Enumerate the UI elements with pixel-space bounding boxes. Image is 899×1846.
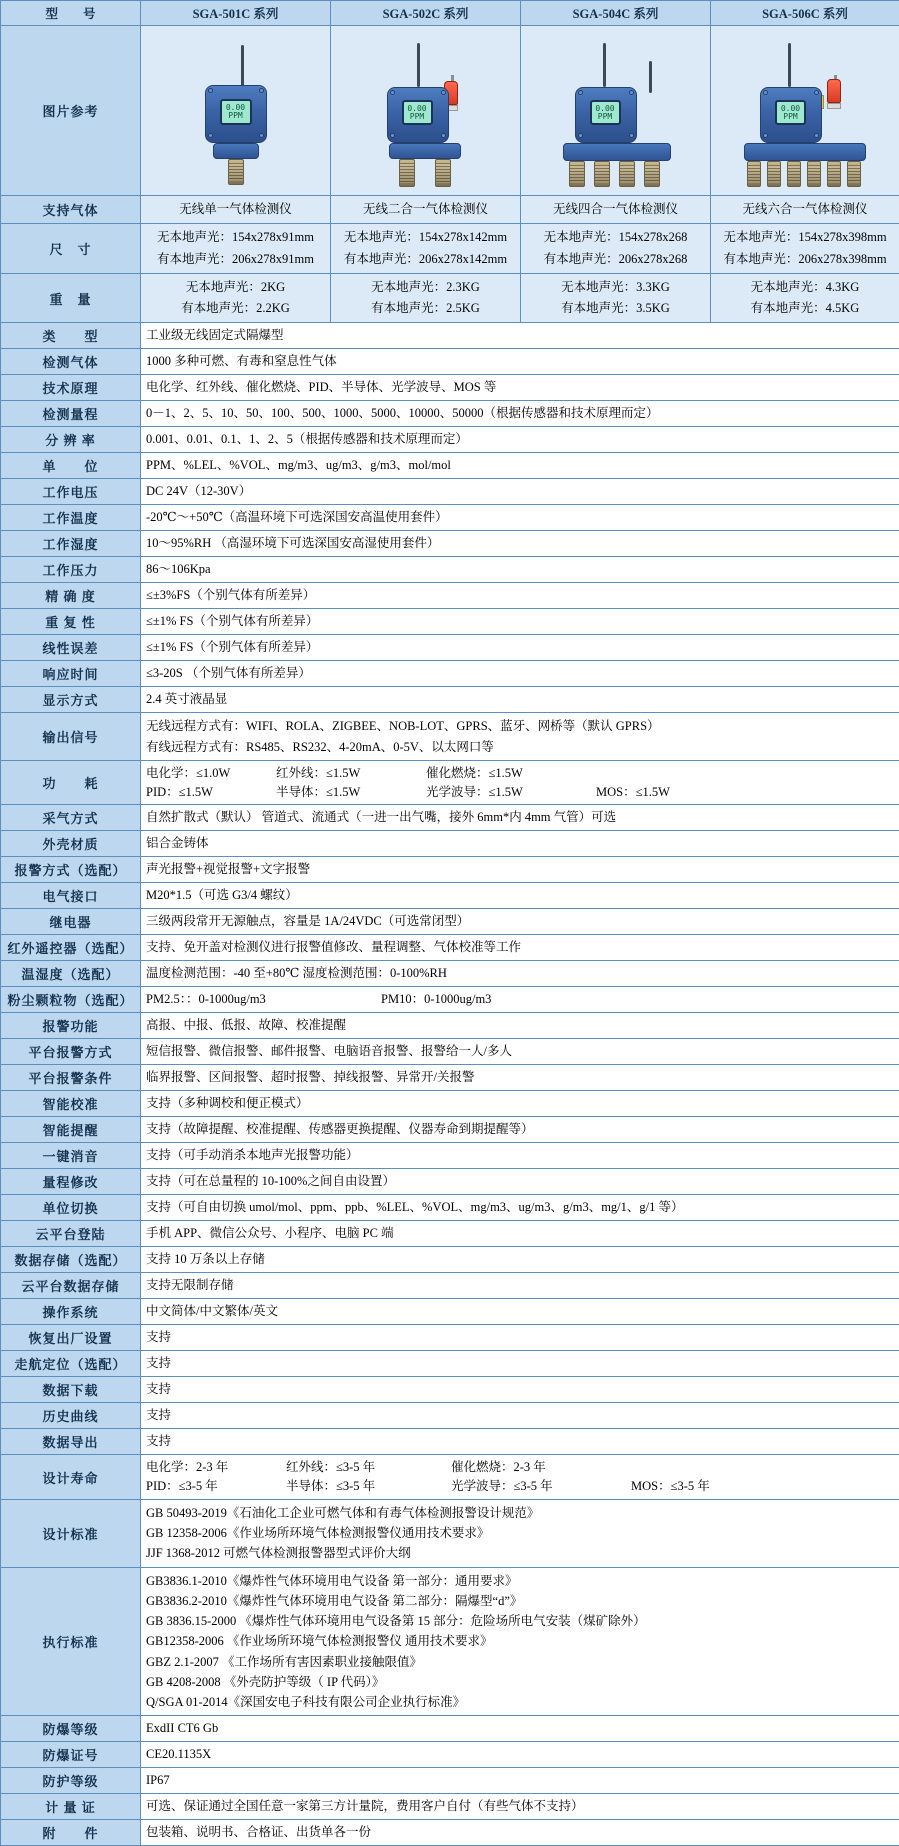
row-value-dust [141,987,899,1013]
row-label-gas-support: 支持气体 [1,196,141,224]
row-value-response-time: ≤3-20S （个别气体有所差异） [141,661,899,687]
row-label-history-curve: 历史曲线 [1,1403,141,1429]
table-row-type [1,323,899,349]
output-signal-wireless: 无线远程方式有：WIFI、ROLA、ZIGBEE、NOB-LOT、GPRS、蓝牙、网桥等（默认 GPRS） [146,716,894,736]
row-label-housing: 外壳材质 [1,831,141,857]
gas-detector-single-icon [161,31,311,191]
table-row-mute [1,1143,899,1169]
row-value-electrical-interface: M20*1.5（可选 G3/4 螺纹） [141,883,899,909]
row-value-humidity: 10～95%RH （高湿环境下可选深国安高湿使用套件） [141,531,899,557]
table-row-humidity [1,531,899,557]
row-label-dust: 粉尘颗粒物（选配） [1,987,141,1013]
power-line-1 [146,764,894,783]
row-label-metrology-cert: 计 量 证 [1,1794,141,1820]
row-value-detect-gas: 1000 多种可燃、有毒和窒息性气体 [141,349,899,375]
weight-504c [521,273,711,323]
row-value-type: 工业级无线固定式隔爆型 [141,323,899,349]
row-label-detect-gas: 检测气体 [1,349,141,375]
row-label-sampling: 采气方式 [1,805,141,831]
exec-standard-line-5: GBZ 2.1-2007 《工作场所有害因素职业接触限值》 [146,1652,894,1672]
display-value: 0.00 [226,103,245,112]
table-row-accessories [1,1820,899,1846]
row-value-linearity: ≤±1% FS（个别气体有所差异） [141,635,899,661]
row-value-alarm-method: 声光报警+视觉报警+文字报警 [141,857,899,883]
row-label-output-signal: 输出信号 [1,713,141,761]
row-label-smart-calibration: 智能校准 [1,1091,141,1117]
life-catalytic: 催化燃烧：2-3 年 [451,1458,631,1477]
life-pid: PID：≤3-5 年 [146,1477,286,1496]
row-label-power: 功 耗 [1,760,141,805]
table-row-temperature [1,505,899,531]
gas-support-501c: 无线单一气体检测仪 [141,196,331,224]
row-label-size: 尺 寸 [1,224,141,274]
table-row-ir-remote [1,935,899,961]
life-mos: MOS：≤3-5 年 [631,1477,710,1496]
row-label-alarm-method: 报警方式（选配） [1,857,141,883]
dust-line [146,990,894,1009]
row-label-ex-cert-no: 防爆证号 [1,1742,141,1768]
row-value-history-curve: 支持 [141,1403,899,1429]
table-row-display [1,687,899,713]
row-value-mobile-positioning: 支持 [141,1351,899,1377]
dust-pm10: PM10：0-1000ug/m3 [381,990,491,1009]
row-label-alarm-function: 报警功能 [1,1013,141,1039]
table-row-electrical-interface [1,883,899,909]
row-label-smart-reminder: 智能提醒 [1,1117,141,1143]
row-value-output-signal [141,713,899,761]
power-semiconductor: 半导体：≤1.5W [276,783,426,802]
table-row-accuracy [1,583,899,609]
design-standard-line-1: GB 50493-2019《石油化工企业可燃气体和有毒气体检测报警设计规范》 [146,1503,894,1523]
table-row-response-time [1,661,899,687]
row-label-accessories: 附 件 [1,1820,141,1846]
row-value-platform-alarm-method: 短信报警、微信报警、邮件报警、电脑语音报警、报警给一人/多人 [141,1039,899,1065]
design-life-line-1 [146,1458,894,1477]
row-value-factory-reset: 支持 [141,1325,899,1351]
row-value-cloud-storage: 支持无限制存储 [141,1273,899,1299]
row-value-ex-cert-no: CE20.1135X [141,1742,899,1768]
row-label-factory-reset: 恢复出厂设置 [1,1325,141,1351]
device-image-506c [711,26,899,196]
weight-506c [711,273,899,323]
row-label-principle: 技术原理 [1,375,141,401]
row-label-mute: 一键消音 [1,1143,141,1169]
weight-504c-line2: 有本地声光：3.5KG [526,298,705,319]
row-value-design-life [141,1455,899,1500]
table-row-data-storage [1,1247,899,1273]
row-label-platform-alarm-condition: 平台报警条件 [1,1065,141,1091]
life-infrared: 红外线：≤3-5 年 [286,1458,451,1477]
device-image-502c [331,26,521,196]
table-row-platform-alarm-method [1,1039,899,1065]
row-label-pressure: 工作压力 [1,557,141,583]
life-optical: 光学波导：≤3-5 年 [451,1477,631,1496]
table-row-voltage [1,479,899,505]
row-value-exec-standard [141,1567,899,1716]
table-row-platform-alarm-condition [1,1065,899,1091]
design-life-line-2 [146,1477,894,1496]
row-value-unit-switch: 支持（可自由切换 umol/mol、ppm、ppb、%LEL、%VOL、mg/m3、ug/m3、g/m3、mg/1、g/1 等） [141,1195,899,1221]
model-header-506c: SGA-506C 系列 [711,1,899,26]
model-header-502c: SGA-502C 系列 [331,1,521,26]
table-row-design-standard [1,1499,899,1567]
row-label-temperature: 工作温度 [1,505,141,531]
size-504c-line1: 无本地声光：154x278x268 [526,227,705,248]
row-label-unit-switch: 单位切换 [1,1195,141,1221]
row-value-smart-calibration: 支持（多种调校和便正模式） [141,1091,899,1117]
row-label-ip-rating: 防护等级 [1,1768,141,1794]
size-506c-line1: 无本地声光：154x278x398mm [716,227,894,248]
row-value-unit: PPM、%LEL、%VOL、mg/m3、ug/m3、g/m3、mol/mol [141,453,899,479]
gas-support-506c: 无线六合一气体检测仪 [711,196,899,224]
gas-detector-hex-icon: 0.00 PPM [730,31,880,191]
model-header-501c: SGA-501C 系列 [141,1,331,26]
table-row-alarm-method [1,857,899,883]
table-row-model [1,1,899,26]
weight-502c-line1: 无本地声光：2.3KG [336,277,515,298]
power-mos: MOS：≤1.5W [596,783,670,802]
table-row-design-life [1,1455,899,1500]
row-value-temp-humidity-option: 温度检测范围：-40 至+80℃ 湿度检测范围：0-100%RH [141,961,899,987]
table-row-weight [1,273,899,323]
row-label-model: 型 号 [1,1,141,26]
table-row-size [1,224,899,274]
table-row-unit [1,453,899,479]
table-row-exec-standard [1,1567,899,1716]
weight-502c-line2: 有本地声光：2.5KG [336,298,515,319]
table-row-sampling [1,805,899,831]
row-value-accessories: 包装箱、说明书、合格证、出货单各一份 [141,1820,899,1846]
table-row-housing [1,831,899,857]
weight-502c [331,273,521,323]
table-row-linearity [1,635,899,661]
table-row-gas-support [1,196,899,224]
table-row-unit-switch [1,1195,899,1221]
row-label-design-standard: 设计标准 [1,1499,141,1567]
row-value-accuracy: ≤±3%FS（个别气体有所差异） [141,583,899,609]
row-label-electrical-interface: 电气接口 [1,883,141,909]
row-value-range-modify: 支持（可在总量程的 10-100%之间自由设置） [141,1169,899,1195]
exec-standard-line-3: GB 3836.15-2000 《爆炸性气体环境用电气设备第 15 部分：危险场所电气安装（煤矿除外） [146,1611,894,1631]
dust-pm25: PM2.5：：0-1000ug/m3 [146,990,381,1009]
row-label-image: 图片参考 [1,26,141,196]
table-row-data-export [1,1429,899,1455]
size-501c-line2: 有本地声光：206x278x91mm [146,249,325,270]
table-row-cloud-storage [1,1273,899,1299]
row-label-mobile-positioning: 走航定位（选配） [1,1351,141,1377]
table-row-cloud-login [1,1221,899,1247]
table-row-dust [1,987,899,1013]
power-pid: PID：≤1.5W [146,783,276,802]
row-value-os: 中文简体/中文繁体/英文 [141,1299,899,1325]
table-row-history-curve [1,1403,899,1429]
table-row-smart-calibration [1,1091,899,1117]
table-row-factory-reset [1,1325,899,1351]
table-row-os [1,1299,899,1325]
row-value-voltage: DC 24V（12-30V） [141,479,899,505]
row-label-humidity: 工作湿度 [1,531,141,557]
table-row-temp-humidity-option [1,961,899,987]
weight-501c-line2: 有本地声光：2.2KG [146,298,325,319]
row-label-type: 类 型 [1,323,141,349]
row-label-ex-rating: 防爆等级 [1,1716,141,1742]
row-label-range: 检测量程 [1,401,141,427]
row-label-cloud-login: 云平台登陆 [1,1221,141,1247]
power-infrared: 红外线：≤1.5W [276,764,426,783]
row-value-design-standard [141,1499,899,1567]
table-row-range-modify [1,1169,899,1195]
row-value-ex-rating: ExdII CT6 Gb [141,1716,899,1742]
table-row-detect-gas [1,349,899,375]
size-504c-line2: 有本地声光：206x278x268 [526,249,705,270]
power-electrochemical: 电化学：≤1.0W [146,764,276,783]
row-label-data-download: 数据下载 [1,1377,141,1403]
table-row-smart-reminder [1,1117,899,1143]
exec-standard-line-7: Q/SGA 01-2014《深国安电子科技有限公司企业执行标准》 [146,1692,894,1712]
size-502c [331,224,521,274]
weight-506c-line2: 有本地声光：4.5KG [716,298,894,319]
table-row-power [1,760,899,805]
row-value-ip-rating: IP67 [141,1768,899,1794]
power-catalytic: 催化燃烧：≤1.5W [426,764,596,783]
table-row-ip-rating [1,1768,899,1794]
size-506c-line2: 有本地声光：206x278x398mm [716,249,894,270]
row-label-exec-standard: 执行标准 [1,1567,141,1716]
row-value-display: 2.4 英寸液晶显 [141,687,899,713]
row-value-housing: 铝合金铸体 [141,831,899,857]
exec-standard-line-1: GB3836.1-2010《爆炸性气体环境用电气设备 第一部分：通用要求》 [146,1571,894,1591]
row-label-cloud-storage: 云平台数据存储 [1,1273,141,1299]
table-row-alarm-function [1,1013,899,1039]
row-label-display: 显示方式 [1,687,141,713]
output-signal-wired: 有线远程方式有：RS485、RS232、4-20mA、0-5V、以太网口等 [146,737,894,757]
row-label-ir-remote: 红外遥控器（选配） [1,935,141,961]
size-504c [521,224,711,274]
table-row-pressure [1,557,899,583]
table-row-resolution [1,427,899,453]
row-label-os: 操作系统 [1,1299,141,1325]
size-506c [711,224,899,274]
table-row-repeatability [1,609,899,635]
design-standard-line-3: JJF 1368-2012 可燃气体检测报警器型式评价大纲 [146,1543,894,1563]
model-header-504c: SGA-504C 系列 [521,1,711,26]
life-electrochemical: 电化学：2-3 年 [146,1458,286,1477]
row-label-relay: 继电器 [1,909,141,935]
table-row-mobile-positioning [1,1351,899,1377]
table-row-metrology-cert [1,1794,899,1820]
row-label-platform-alarm-method: 平台报警方式 [1,1039,141,1065]
size-501c [141,224,331,274]
row-label-range-modify: 量程修改 [1,1169,141,1195]
exec-standard-line-6: GB 4208-2008 《外壳防护等级（ IP 代码）》 [146,1672,894,1692]
row-value-sampling: 自然扩散式（默认） 管道式、流通式（一进一出气嘴，接外 6mm*内 4mm 气管）可选 [141,805,899,831]
row-value-principle: 电化学、红外线、催化燃烧、PID、半导体、光学波导、MOS 等 [141,375,899,401]
table-row-principle [1,375,899,401]
row-label-resolution: 分 辨 率 [1,427,141,453]
row-label-unit: 单 位 [1,453,141,479]
row-label-data-export: 数据导出 [1,1429,141,1455]
table-row-range [1,401,899,427]
size-502c-line1: 无本地声光：154x278x142mm [336,227,515,248]
row-label-repeatability: 重 复 性 [1,609,141,635]
table-row-relay [1,909,899,935]
row-value-data-storage: 支持 10 万条以上存储 [141,1247,899,1273]
row-value-resolution: 0.001、0.01、0.1、1、2、5（根据传感器和技术原理而定） [141,427,899,453]
row-label-weight: 重 量 [1,273,141,323]
row-value-ir-remote: 支持、免开盖对检测仪进行报警值修改、量程调整、气体校准等工作 [141,935,899,961]
row-value-metrology-cert: 可选、保证通过全国任意一家第三方计量院，费用客户自付（有些气体不支持） [141,1794,899,1820]
row-label-linearity: 线性误差 [1,635,141,661]
size-501c-line1: 无本地声光：154x278x91mm [146,227,325,248]
table-row-ex-cert-no [1,1742,899,1768]
device-image-504c [521,26,711,196]
row-value-pressure: 86～106Kpa [141,557,899,583]
gas-support-504c: 无线四合一气体检测仪 [521,196,711,224]
power-line-2 [146,783,894,802]
row-value-alarm-function: 高报、中报、低报、故障、校准提醒 [141,1013,899,1039]
gas-detector-quad-icon: 0.00 PPM [541,31,691,191]
table-row-image [1,26,899,196]
weight-501c [141,273,331,323]
weight-506c-line1: 无本地声光：4.3KG [716,277,894,298]
device-image-501c [141,26,331,196]
row-label-voltage: 工作电压 [1,479,141,505]
row-label-design-life: 设计寿命 [1,1455,141,1500]
table-row-data-download [1,1377,899,1403]
row-label-accuracy: 精 确 度 [1,583,141,609]
row-value-repeatability: ≤±1% FS（个别气体有所差异） [141,609,899,635]
row-value-data-download: 支持 [141,1377,899,1403]
row-value-temperature: -20℃～+50℃（高温环境下可选深国安高温使用套件） [141,505,899,531]
weight-501c-line1: 无本地声光：2KG [146,277,325,298]
exec-standard-line-2: GB3836.2-2010《爆炸性气体环境用电气设备 第二部分：隔爆型“d”》 [146,1591,894,1611]
life-semiconductor: 半导体：≤3-5 年 [286,1477,451,1496]
row-value-smart-reminder: 支持（故障提醒、校准提醒、传感器更换提醒、仪器寿命到期提醒等） [141,1117,899,1143]
weight-504c-line1: 无本地声光：3.3KG [526,277,705,298]
table-row-ex-rating [1,1716,899,1742]
row-value-cloud-login: 手机 APP、微信公众号、小程序、电脑 PC 端 [141,1221,899,1247]
exec-standard-line-4: GB12358-2006 《作业场所环境气体检测报警仪 通用技术要求》 [146,1631,894,1651]
gas-detector-dual-icon: 0.00 PPM [351,31,501,191]
row-value-platform-alarm-condition: 临界报警、区间报警、超时报警、掉线报警、异常开/关报警 [141,1065,899,1091]
row-label-response-time: 响应时间 [1,661,141,687]
row-value-data-export: 支持 [141,1429,899,1455]
display-unit: PPM [228,111,242,120]
size-502c-line2: 有本地声光：206x278x142mm [336,249,515,270]
row-label-temp-humidity-option: 温湿度（选配） [1,961,141,987]
row-label-data-storage: 数据存储（选配） [1,1247,141,1273]
row-value-relay: 三级两段常开无源触点，容量是 1A/24VDC（可选常闭型） [141,909,899,935]
row-value-power [141,760,899,805]
power-optical: 光学波导：≤1.5W [426,783,596,802]
table-row-output-signal [1,713,899,761]
row-value-mute: 支持（可手动消杀本地声光报警功能） [141,1143,899,1169]
row-value-range: 0－1、2、5、10、50、100、500、1000、5000、10000、50000（根据传感器和技术原理而定） [141,401,899,427]
gas-support-502c: 无线二合一气体检测仪 [331,196,521,224]
design-standard-line-2: GB 12358-2006《作业场所环境气体检测报警仪通用技术要求》 [146,1523,894,1543]
